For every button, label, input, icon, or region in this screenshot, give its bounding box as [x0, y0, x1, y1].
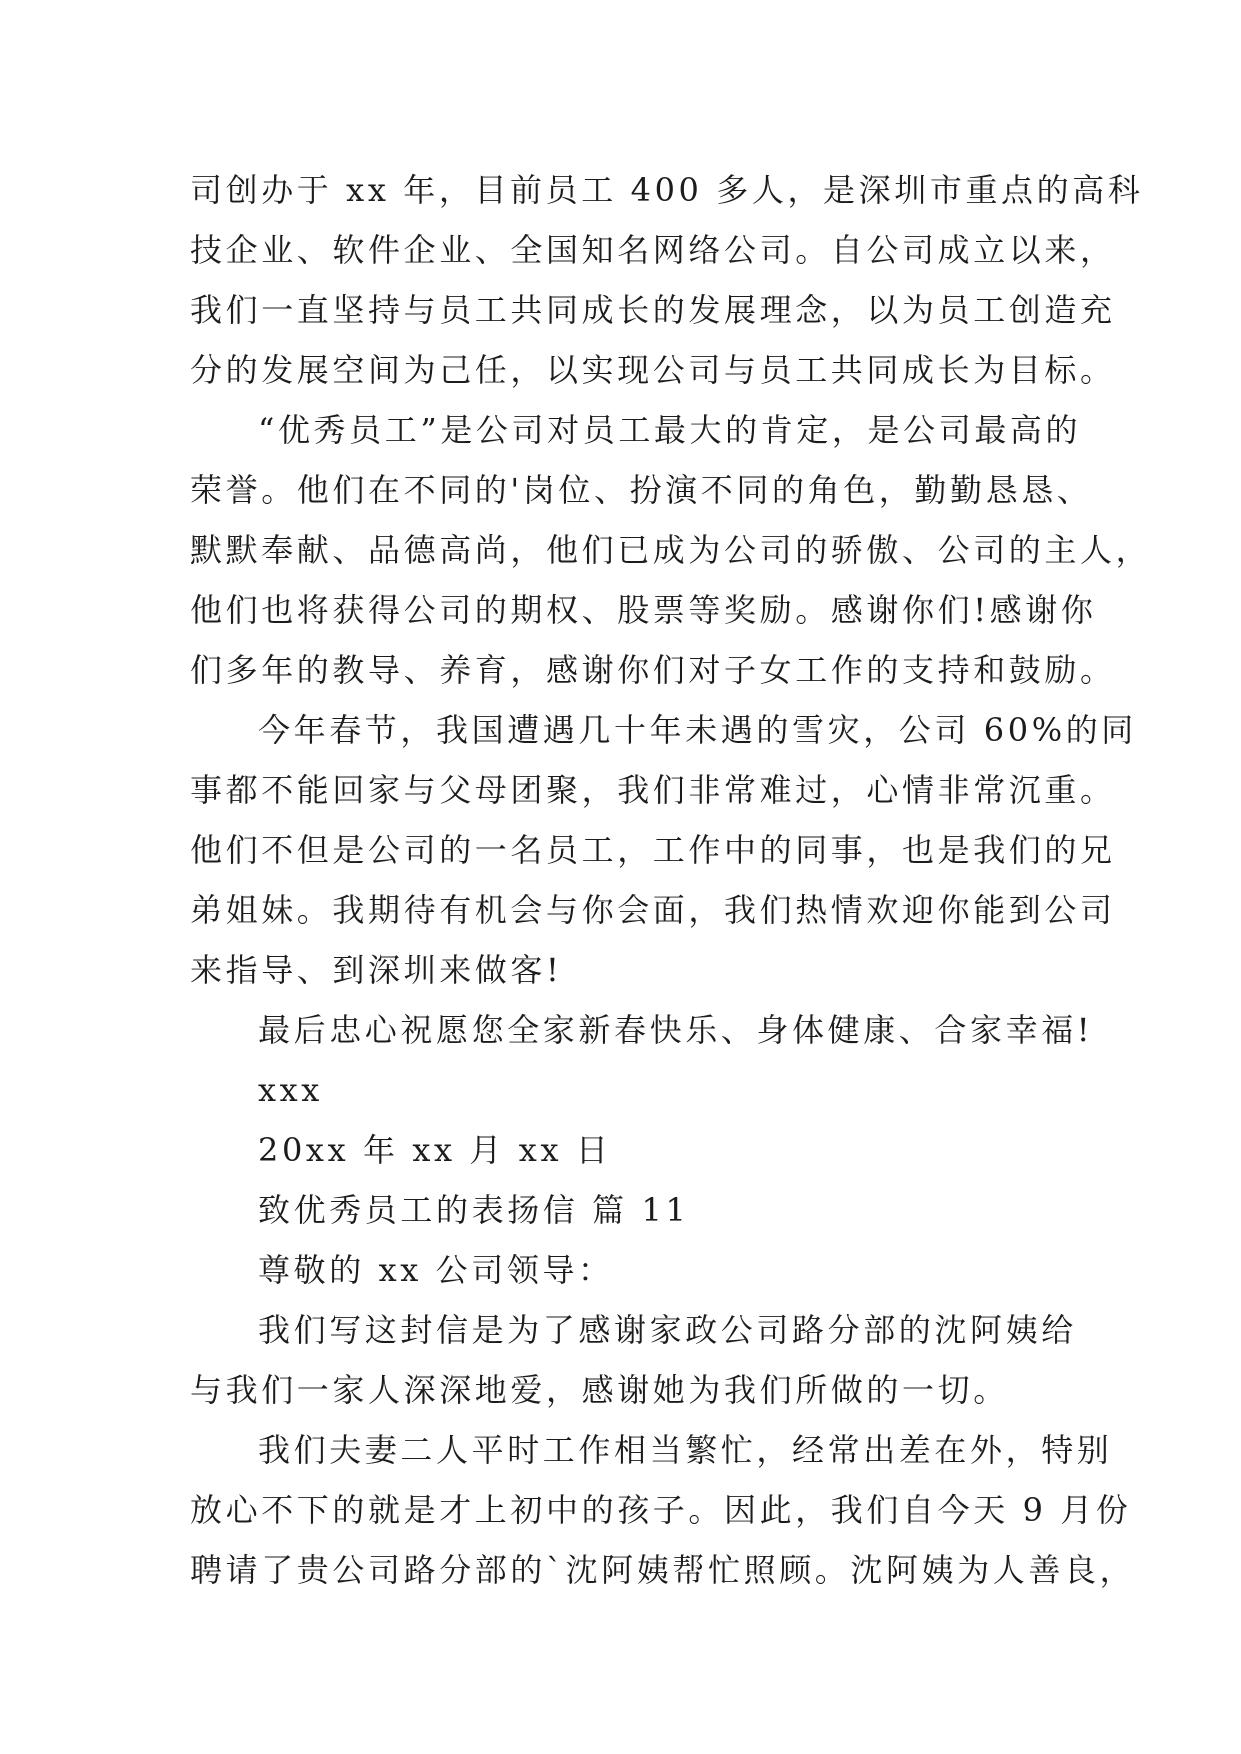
text-line: “优秀员工”是公司对员工最大的肯定，是公司最高的 — [258, 411, 1082, 449]
text-line: 放心不下的就是才上初中的孩子。因此，我们自今天 9 月份 — [190, 1491, 1132, 1529]
salutation: 尊敬的 xx 公司领导： — [258, 1251, 614, 1289]
signature-date: 20xx 年 xx 月 xx 日 — [258, 1131, 612, 1169]
text-line: 今年春节，我国遭遇几十年未遇的雪灾，公司 60%的同 — [258, 711, 1137, 749]
text-line: 事都不能回家与父母团聚，我们非常难过，心情非常沉重。 — [190, 771, 1116, 809]
text-line: 分的发展空间为己任，以实现公司与员工共同成长为目标。 — [190, 351, 1116, 389]
text-line: 他们不但是公司的一名员工，工作中的同事，也是我们的兄 — [190, 831, 1116, 869]
text-line: 来指导、到深圳来做客! — [190, 951, 563, 989]
signature-name: xxx — [258, 1071, 323, 1109]
text-line: 荣誉。他们在不同的'岗位、扮演不同的角色，勤勤恳恳、 — [190, 471, 1093, 509]
text-line: 弟姐妹。我期待有机会与你会面，我们热情欢迎你能到公司 — [190, 891, 1116, 929]
text-line: 聘请了贵公司路分部的`沈阿姨帮忙照顾。沈阿姨为人善良， — [190, 1551, 1136, 1589]
text-line: 默默奉献、品德高尚，他们已成为公司的骄傲、公司的主人， — [190, 531, 1152, 569]
text-line: 他们也将获得公司的期权、股票等奖励。感谢你们!感谢你 — [190, 591, 1097, 629]
section-title: 致优秀员工的表扬信 篇 11 — [258, 1191, 690, 1229]
text-line: 我们一直坚持与员工共同成长的发展理念，以为员工创造充 — [190, 291, 1116, 329]
letter-body — [190, 160, 1152, 1600]
text-line: 们多年的教导、养育，感谢你们对子女工作的支持和鼓励。 — [190, 651, 1116, 689]
text-line: 与我们一家人深深地爱，感谢她为我们所做的一切。 — [190, 1371, 1009, 1409]
text-line: 最后忠心祝愿您全家新春快乐、身体健康、合家幸福! — [258, 1011, 1094, 1049]
text-line: 技企业、软件企业、全国知名网络公司。自公司成立以来， — [190, 231, 1116, 269]
text-line: 我们写这封信是为了感谢家政公司路分部的沈阿姨给 — [258, 1311, 1077, 1349]
text-line: 司创办于 xx 年，目前员工 400 多人，是深圳市重点的高科 — [190, 171, 1144, 209]
text-line: 我们夫妻二人平时工作相当繁忙，经常出差在外，特别 — [258, 1431, 1113, 1469]
